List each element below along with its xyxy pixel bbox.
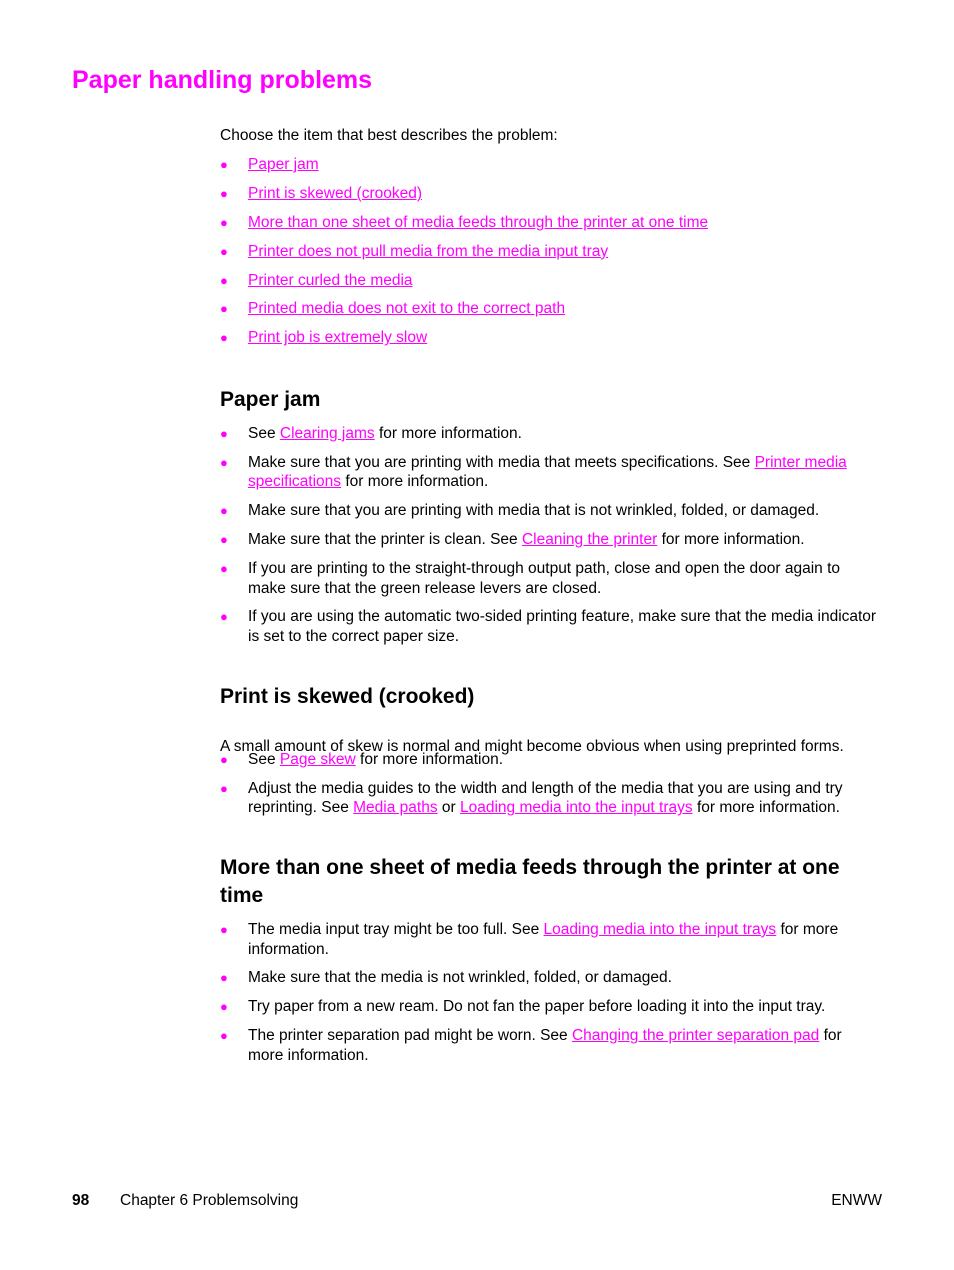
toc-link-no-pull[interactable]: Printer does not pull media from the media input tray	[248, 242, 609, 260]
bullet-icon: ●	[220, 561, 228, 577]
intro-text: Choose the item that best describes the problem:	[220, 127, 558, 144]
chapter-label: Chapter 6 Problemsolving	[120, 1192, 299, 1209]
text: The printer separation pad might be worn. See	[248, 1027, 572, 1045]
bullet-icon: ●	[220, 454, 228, 470]
list-item	[220, 501, 880, 521]
list-item	[220, 453, 880, 492]
list-item	[220, 750, 880, 770]
bullet-icon: ●	[220, 1028, 228, 1044]
toc-link-multifeed[interactable]: More than one sheet of media feeds through the printer at one time	[248, 213, 709, 231]
skewed-list	[220, 750, 880, 827]
list-item	[220, 271, 880, 291]
list-item	[220, 299, 880, 319]
link-page-skew[interactable]: Page skew	[279, 751, 356, 768]
skewed-intro: A small amount of skew is normal and might become obvious when using preprinted forms.	[220, 737, 844, 755]
bullet-icon: ●	[220, 301, 228, 317]
text: If you are using the automatic two-sided printing feature, make sure that the media indicator is set to the correct paper size.	[248, 608, 877, 645]
text: Make sure that the printer is clean. See	[248, 531, 522, 549]
bullet-icon: ●	[220, 532, 228, 548]
list-item	[220, 559, 880, 598]
toc-link-curled[interactable]: Printer curled the media	[248, 271, 413, 289]
text: or	[437, 799, 460, 817]
link-clearing-jams[interactable]: Clearing jams	[279, 425, 375, 442]
text: The media input tray might be too full. See	[248, 921, 544, 938]
section-heading-multifeed: More than one sheet of media feeds through the printer at one time	[220, 856, 840, 907]
text: for more information.	[341, 473, 489, 491]
list-item	[220, 968, 880, 988]
text: Adjust the media guides to the width and length of the media that you are using and try reprinting. See	[248, 779, 843, 817]
bullet-icon: ●	[220, 780, 228, 796]
bullet-icon: ●	[220, 426, 228, 441]
bullet-icon: ●	[220, 185, 228, 201]
list-item	[220, 530, 880, 550]
toc-link-skewed[interactable]: Print is skewed (crooked)	[248, 184, 423, 202]
link-changing-separation-pad[interactable]: Changing the printer separation pad	[571, 1027, 820, 1045]
bullet-icon: ●	[220, 922, 228, 937]
page-number: 98	[72, 1192, 90, 1209]
multifeed-list	[220, 920, 880, 1075]
list-item	[220, 328, 880, 348]
toc-link-paper-jam[interactable]: Paper jam	[248, 156, 319, 173]
list-item	[220, 920, 880, 959]
bullet-icon: ●	[220, 752, 228, 767]
bullet-icon: ●	[220, 330, 228, 346]
paper-jam-list	[220, 424, 880, 656]
bullet-icon: ●	[220, 214, 228, 230]
toc-link-exit-path[interactable]: Printed media does not exit to the correct path	[248, 300, 566, 318]
text: for more information.	[355, 751, 504, 768]
bullet-icon: ●	[220, 272, 228, 288]
text: Make sure that the media is not wrinkled, folded, or damaged.	[248, 969, 672, 987]
text: If you are printing to the straight-through output path, close and open the door again to make sure that the green release levers are closed.	[248, 560, 840, 597]
text: See	[248, 425, 280, 442]
list-item	[220, 997, 880, 1017]
text: for more information.	[692, 799, 840, 817]
text: for more information.	[374, 425, 522, 442]
bullet-icon: ●	[220, 243, 228, 259]
list-item	[220, 424, 880, 444]
bullet-icon: ●	[220, 157, 228, 172]
text: for more information.	[657, 531, 805, 549]
list-item	[220, 779, 880, 818]
list-item	[220, 607, 880, 646]
link-media-paths[interactable]: Media paths	[353, 799, 438, 817]
toc-list	[220, 155, 880, 357]
bullet-icon: ●	[220, 999, 228, 1015]
toc-link-slow[interactable]: Print job is extremely slow	[248, 329, 428, 347]
link-loading-media[interactable]: Loading media into the input trays	[543, 921, 777, 938]
list-item	[220, 155, 880, 175]
text: Make sure that you are printing with media that is not wrinkled, folded, or damaged.	[248, 502, 820, 520]
bullet-icon: ●	[220, 609, 228, 625]
list-item	[220, 213, 880, 233]
list-item	[220, 184, 880, 204]
page-title: Paper handling problems	[72, 66, 373, 94]
section-heading-paper-jam: Paper jam	[220, 388, 321, 411]
text: for more information.	[248, 1027, 842, 1064]
list-item	[220, 1026, 880, 1065]
section-heading-skewed: Print is skewed (crooked)	[220, 685, 475, 708]
link-cleaning-the-printer[interactable]: Cleaning the printer	[521, 531, 658, 549]
list-item	[220, 242, 880, 262]
link-printer-media-specifications[interactable]: Printer media specifications	[248, 453, 847, 491]
text: Make sure that you are printing with media that meets specifications. See	[248, 453, 755, 471]
bullet-icon: ●	[220, 503, 228, 519]
text: Try paper from a new ream. Do not fan the paper before loading it into the input tray.	[248, 998, 826, 1016]
bullet-icon: ●	[220, 970, 228, 986]
text: for more information.	[248, 921, 839, 958]
text: See	[248, 751, 280, 768]
link-loading-media[interactable]: Loading media into the input trays	[459, 799, 693, 817]
footer-code: ENWW	[831, 1192, 882, 1209]
